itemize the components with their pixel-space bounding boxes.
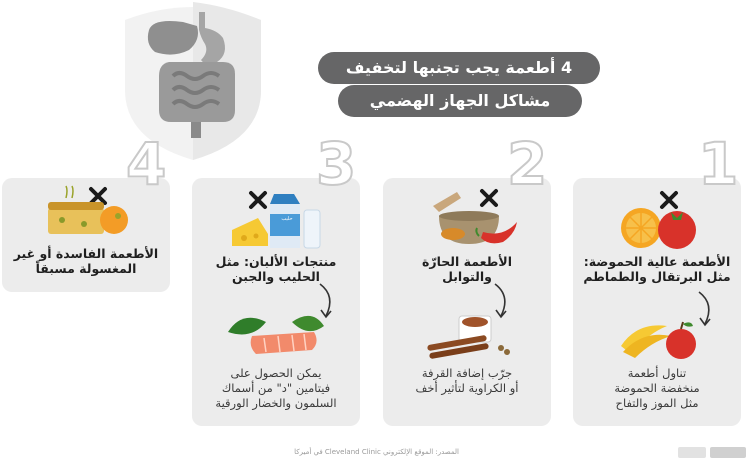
card-tip: جرّب إضافة القرفة أو الكراوية لتأثير أخف bbox=[415, 366, 519, 395]
card-number: 3 bbox=[316, 130, 357, 198]
card-number: 2 bbox=[507, 130, 548, 198]
milk-cheese-icon bbox=[222, 184, 326, 252]
salmon-greens-icon bbox=[222, 308, 330, 362]
title-line-1: 4 أطعمة يجب تجنبها لتخفيف bbox=[318, 52, 600, 84]
banana-apple-icon bbox=[617, 316, 701, 360]
card-tip: تناول أطعمة منخفضة الحموضة مثل الموز والتفاح bbox=[614, 366, 700, 410]
card-heading: الأطعمة عالية الحموضة: مثل البرتقال والطماطم bbox=[583, 254, 731, 284]
card-heading: الأطعمة الحارّة والتوابل bbox=[422, 254, 512, 284]
cinnamon-spice-icon bbox=[423, 310, 515, 360]
card-spicy-foods bbox=[383, 178, 551, 426]
card-acidic-foods bbox=[573, 178, 741, 426]
card-heading: الأطعمة الفاسدة أو غير المغسولة مسبقاً bbox=[13, 246, 159, 276]
card-number: 4 bbox=[126, 130, 167, 198]
title-line-2: مشاكل الجهاز الهضمي bbox=[338, 85, 582, 117]
title-block bbox=[318, 52, 600, 118]
card-heading: منتجات الألبان: مثل الحليب والجبن bbox=[215, 254, 337, 284]
card-number: 1 bbox=[698, 130, 739, 198]
card-dairy-products bbox=[192, 178, 360, 426]
publisher-logo bbox=[678, 444, 748, 460]
orange-tomato-icon bbox=[613, 202, 705, 252]
spoiled-food-icon bbox=[42, 184, 134, 242]
source-footer: المصدر: الموقع الإلكتروني Cleveland Clinic في أميركا bbox=[294, 448, 459, 456]
card-tip: يمكن الحصول على فيتامين "د" من أسماك السلمون والخضار الورقية bbox=[215, 366, 337, 410]
milk-carton-label: حليب bbox=[281, 216, 293, 222]
mortar-chili-icon bbox=[423, 186, 519, 252]
